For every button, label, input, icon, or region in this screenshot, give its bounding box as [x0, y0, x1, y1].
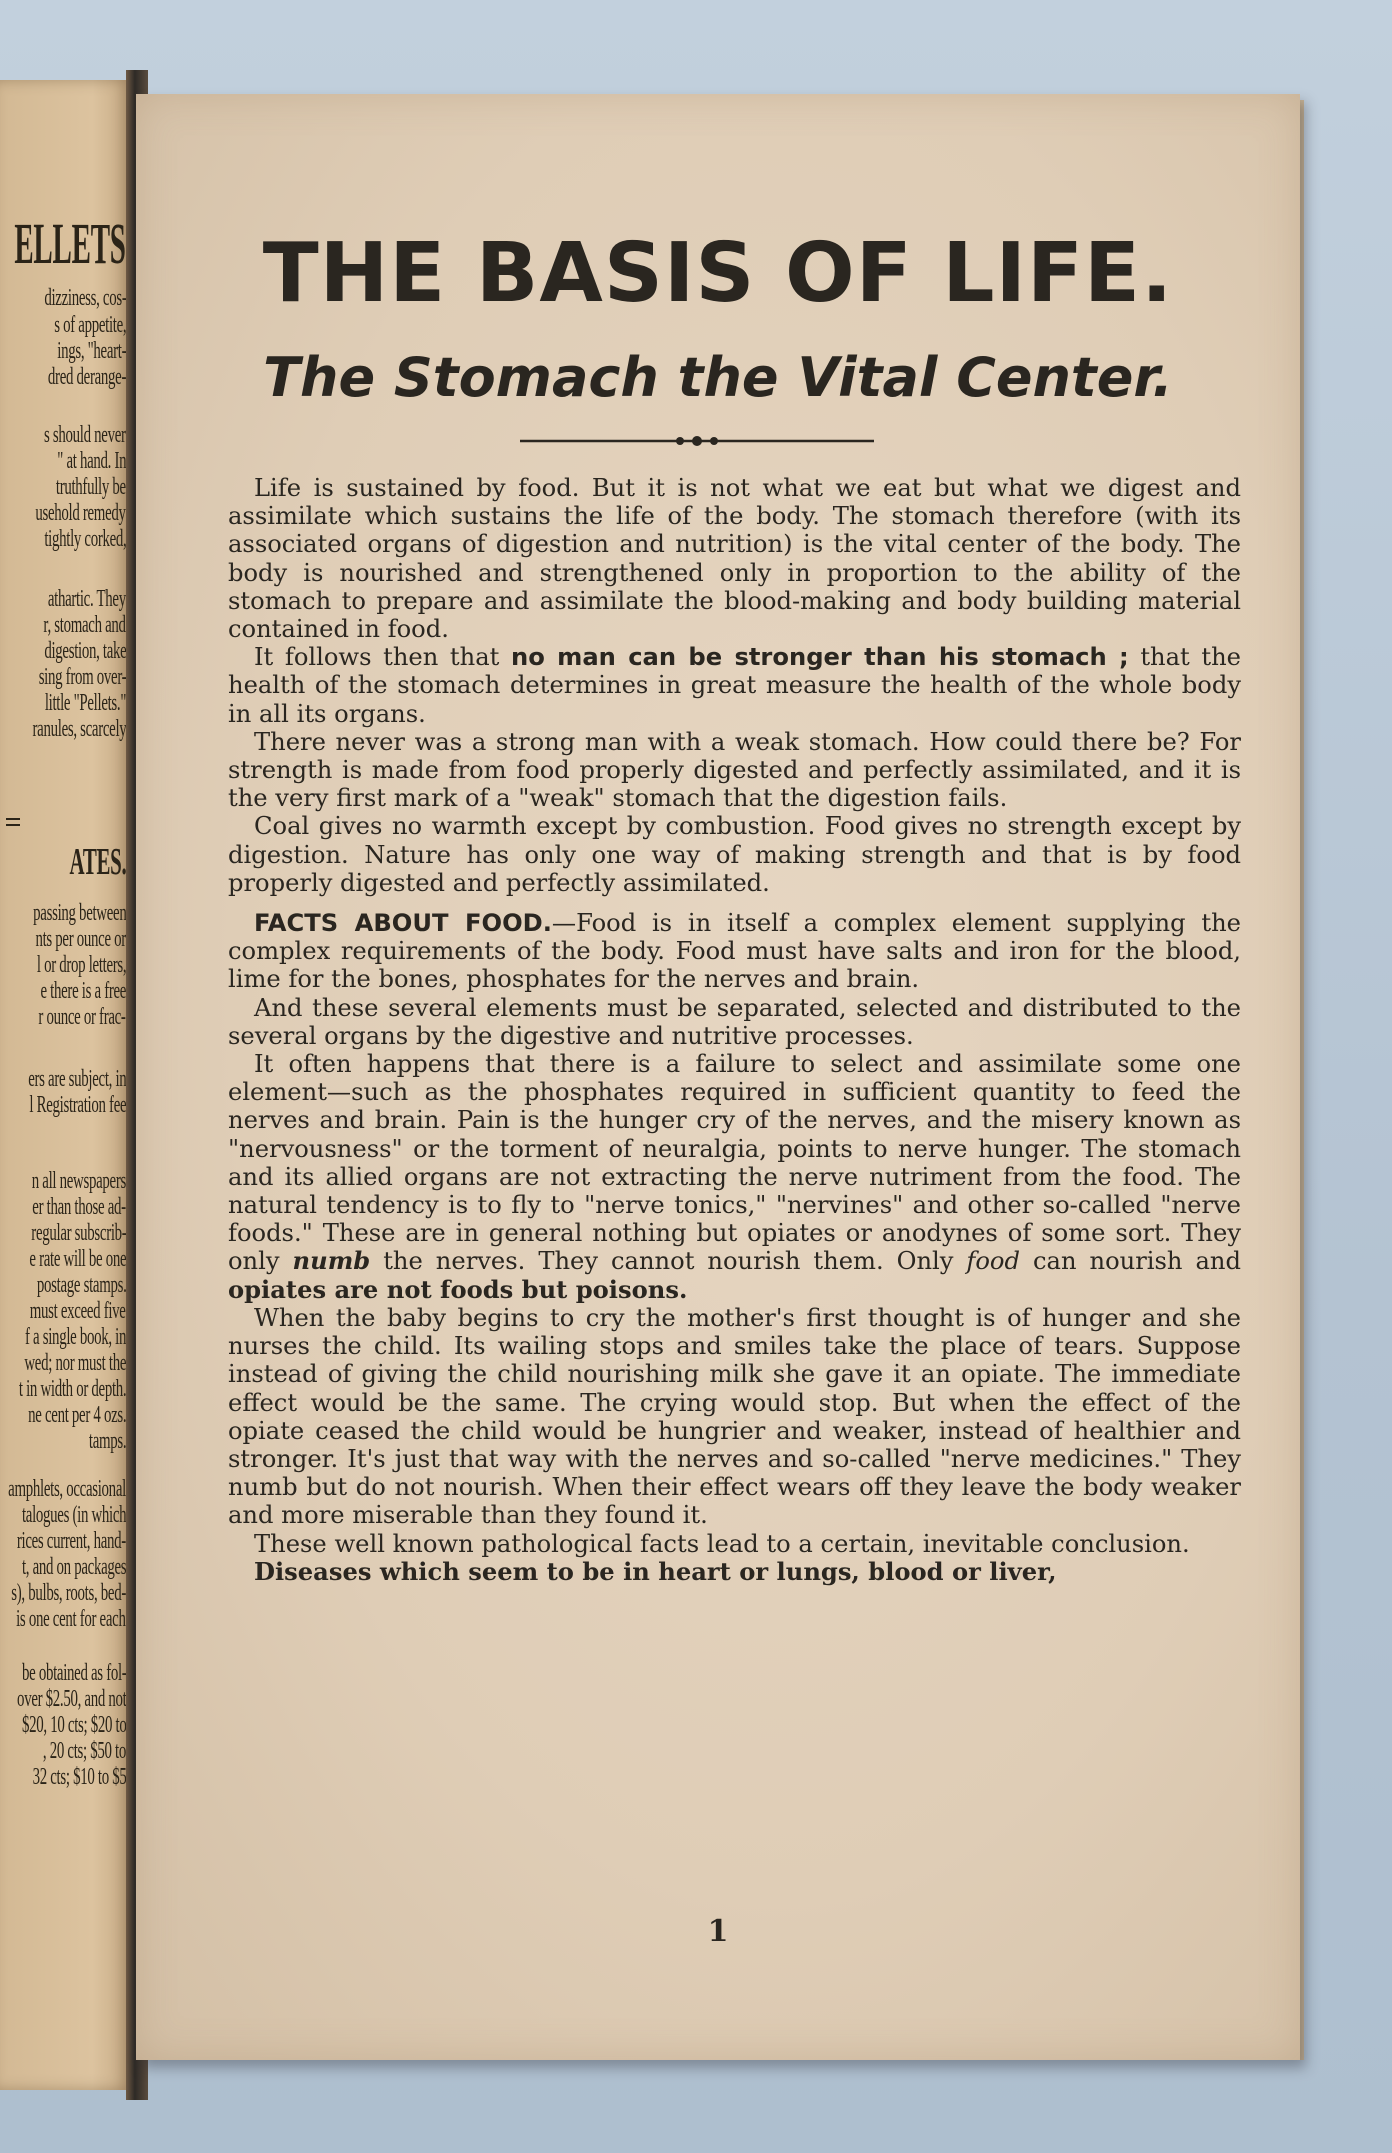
left-page-line: regular subscrib- [30, 1220, 126, 1246]
paragraph: When the baby begins to cry the mother's first thought is of hunger and she nurses the child. Its wailing stops and smiles take the place of tears. Suppose instead of giving the child nourishing milk she gave it an opiate. The immediate effect would be the same. The crying would stop. But when the effect of the opiate ceased the child would be hungrier and weaker, instead of healthier and stronger. It's just that way with the nerves and so-called "nerve medicines." They numb but do not nourish. When their effect wears off they leave the body weaker and more miserable than they found it. [228, 1303, 1241, 1530]
left-page-line: t, and on packages [21, 1554, 126, 1580]
emphasis: no man can be stronger than his stomach ; [510, 643, 1129, 672]
section-heading: FACTS ABOUT FOOD. [254, 909, 552, 938]
left-page-line: l Registration fee [29, 1092, 126, 1118]
left-page-line: t in width or depth. [18, 1376, 126, 1402]
book-page [136, 94, 1300, 2060]
paragraph: It follows then that no man can be stronger than his stomach ; that the health of the stomach determines in great measure the health of the whole body in all its organs. [228, 643, 1241, 728]
left-page-line: ELLETS [14, 211, 126, 276]
emphasis: numb [292, 1246, 371, 1276]
left-page-line: over $2.50, and not [16, 1686, 126, 1712]
left-page-line: digestion, take [43, 638, 126, 664]
left-page-line: n all newspapers [31, 1168, 126, 1194]
left-page-line: tightly corked, [43, 526, 126, 552]
left-page-line: little "Pellets." [44, 690, 126, 716]
left-page-line: ings, "heart- [57, 338, 126, 364]
left-page-line: e rate will be one [29, 1246, 126, 1272]
paragraph: FACTS ABOUT FOOD.—Food is in itself a complex element supplying the complex requirements of the body. Food must have salts and iron for the blood, lime for the bones, phosphates for the nerves and brain. [228, 909, 1241, 994]
left-page-line: ers are subject, in [27, 1066, 126, 1092]
left-page-line: r ounce or frac- [38, 1004, 126, 1030]
left-facing-page [0, 80, 132, 2090]
left-page-line: s), bulbs, roots, bed- [11, 1580, 126, 1606]
left-page-line: l or drop letters, [36, 952, 126, 978]
left-page-line: usehold remedy [35, 500, 126, 526]
paragraph: And these several elements must be separated, selected and distributed to the several organs by the digestive and nutritive processes. [228, 993, 1241, 1050]
left-page-line: amphlets, occasional [8, 1476, 126, 1502]
paragraph: It often happens that there is a failure to select and assimilate some one element—such as the phosphates required in sufficient quantity to feed the nerves and brain. Pain is the hunger cry of the nerves, and the misery known as "nervousness" or the torment of neuralgia, points to nerve hunger. The stomach and its allied organs are not extracting the nerve nutriment from the food. The natural tendency is to fly to "nerve tonics," "nervines" and other so-called "nerve foods." These are in general nothing but opiates or anodynes of some sort. They only numb the nerves. They cannot nourish them. Only food can nourish and opiates are not foods but poisons. [228, 1050, 1241, 1304]
paragraph: Life is sustained by food. But it is not what we eat but what we digest and assimilate which sustains the life of the body. The stomach therefore (with its associated organs of digestion and nutrition) is the vital center of the body. The body is nourished and strengthened only in proportion to the ability of the stomach to prepare and assimilate the blood-making and body building material contained in food. [228, 474, 1241, 644]
emphasis: opiates are not foods but poisons. [228, 1274, 688, 1304]
left-page-line: er than those ad- [32, 1194, 126, 1220]
left-page-line: s should never [44, 422, 126, 448]
left-page-line: dizziness, cos- [43, 285, 126, 311]
ornament-divider-icon [520, 434, 874, 448]
paragraph: These well known pathological facts lead to a certain, inevitable conclusion. [254, 1529, 1190, 1558]
left-page-line: postage stamps. [36, 1272, 126, 1298]
emphasis: food [966, 1247, 1020, 1276]
left-page-line: rices current, hand- [16, 1528, 126, 1554]
left-page-line: s of appetite, [53, 312, 126, 338]
left-page-line: ne cent per 4 ozs. [27, 1402, 126, 1428]
left-page-line: talogues (in which [21, 1502, 126, 1528]
page-subtitle: The Stomach the Vital Center. [263, 346, 1173, 409]
left-page-line: sing from over- [38, 664, 126, 690]
left-page-line: is one cent for each [16, 1606, 126, 1632]
left-page-line: $20, 10 cts; $20 to [21, 1712, 126, 1738]
page-number: 1 [707, 1914, 729, 1949]
left-page-line: passing between [32, 900, 126, 926]
left-page-line: ATES. [69, 841, 126, 883]
left-page-line: must exceed five [30, 1298, 126, 1324]
left-page-line: f a single book, in [24, 1324, 126, 1350]
left-page-line: " at hand. In [57, 448, 126, 474]
left-page-line: athartic. They [47, 586, 126, 612]
left-page-line: 32 cts; $10 to $5 [32, 1764, 126, 1790]
left-page-line: ranules, scarcely [32, 716, 126, 742]
left-page-line: r, stomach and [43, 612, 126, 638]
left-page-line: tamps. [88, 1428, 126, 1454]
left-page-line: e there is a free [40, 978, 126, 1004]
left-page-line: nts per ounce or [35, 926, 126, 952]
paragraph: Diseases which seem to be in heart or lungs, blood or liver, [254, 1556, 1057, 1586]
left-page-line: truthfully be [56, 474, 126, 500]
left-page-line: be obtained as fol- [21, 1660, 126, 1686]
paragraph: There never was a strong man with a weak stomach. How could there be? For strength is made from food properly digested and perfectly assimilated, and it is the very first mark of a "weak" stomach that the digestion fails. [228, 727, 1241, 813]
left-page-rule [6, 818, 20, 826]
paragraph: Coal gives no warmth except by combustion. Food gives no strength except by digestion. Nature has only one way of making strength and that is by food properly digested and perfectly assimilated. [228, 812, 1241, 897]
left-page-line: , 20 cts; $50 to [42, 1738, 126, 1764]
left-page-line: dred derange- [47, 364, 126, 390]
body-text [228, 474, 1241, 1586]
left-page-line: wed; nor must the [24, 1350, 126, 1376]
page-title: THE BASIS OF LIFE. [262, 226, 1174, 321]
